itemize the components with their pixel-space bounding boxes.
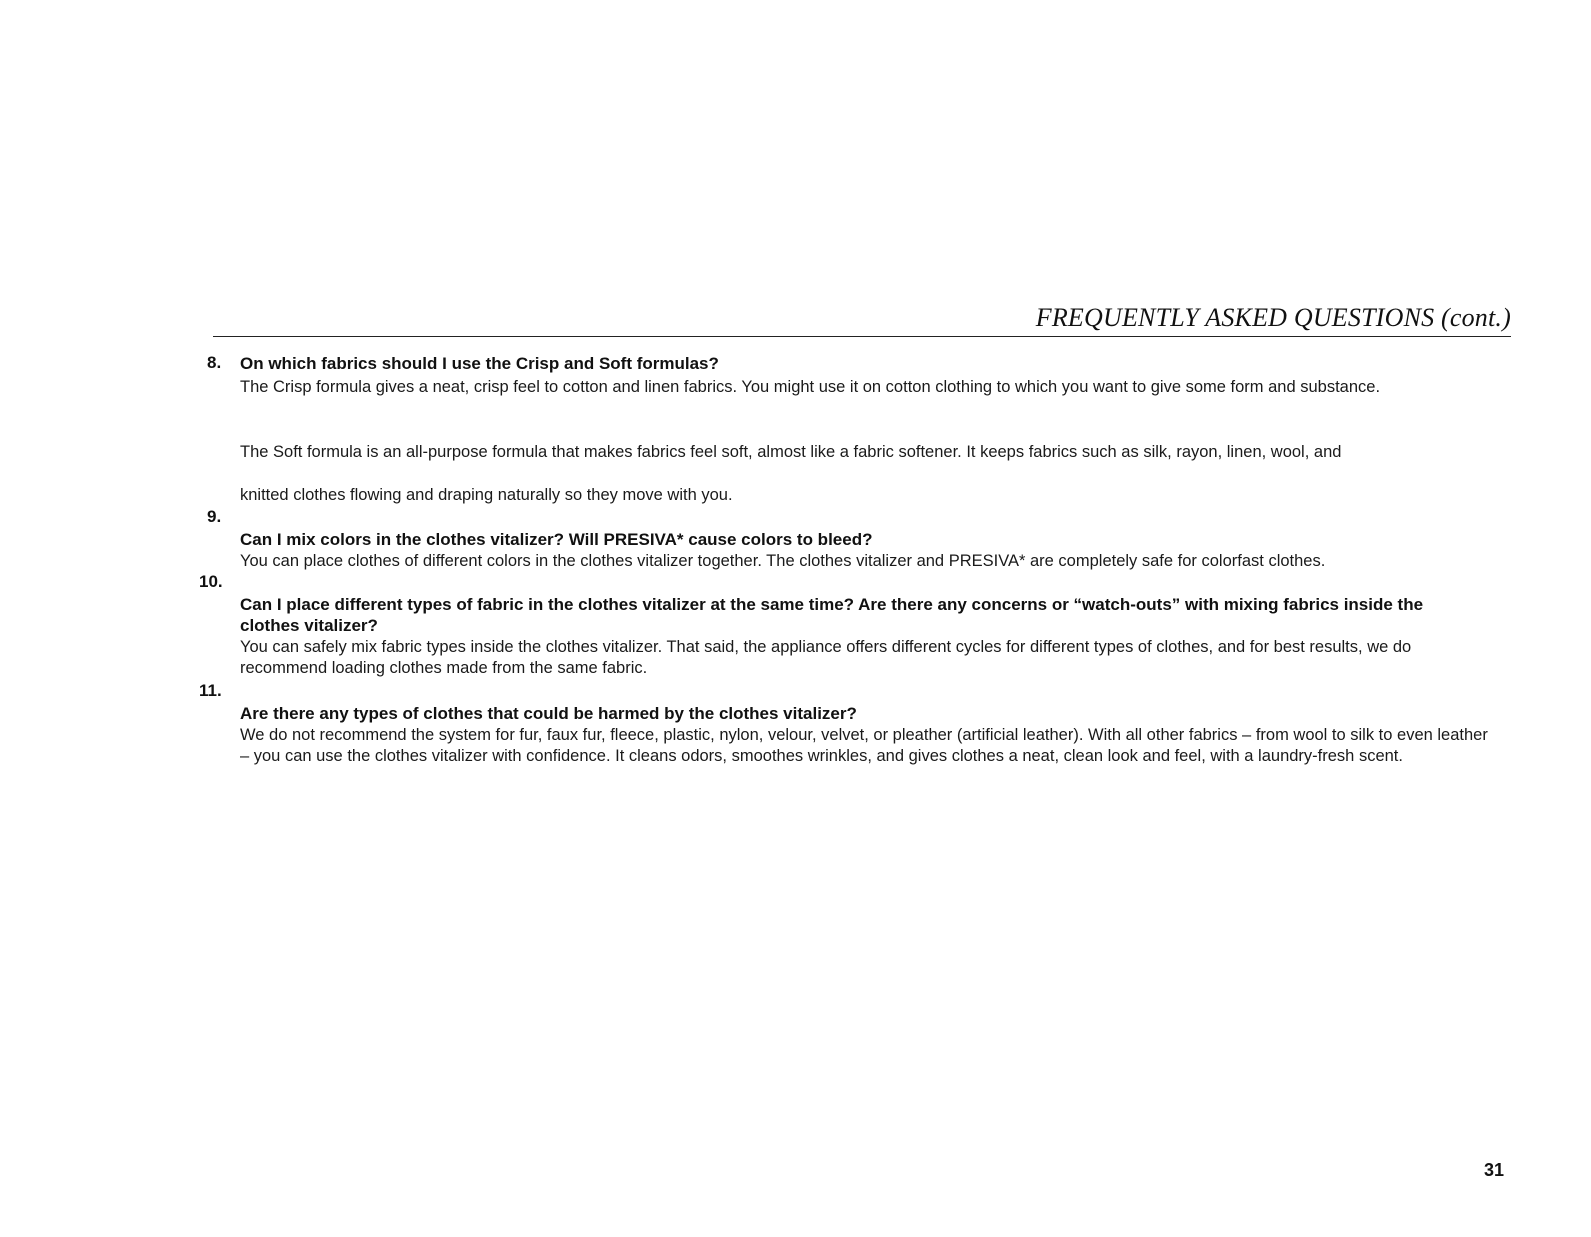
faq-number: 9. [207, 507, 222, 526]
faq-answer: The Soft formula is an all-purpose formula that makes fabrics feel soft, almost like a fabric softener. It keeps fabrics such as silk, rayon, linen, wool, and [240, 443, 1342, 461]
faq-question: Can I mix colors in the clothes vitalizer? Will PRESIVA* cause colors to bleed? [240, 530, 873, 549]
faq-question: On which fabrics should I use the Crisp and Soft formulas? [240, 354, 719, 373]
page-title: FREQUENTLY ASKED QUESTIONS (cont.) [1035, 303, 1511, 332]
faq-answer: We do not recommend the system for fur, faux fur, fleece, plastic, nylon, velour, velvet, or pleather (artificial leather). With all other fabrics – from wool to silk to even leather – you can use the clothes vitalizer with confidence. It cleans odors, smoothes wrinkles, and gives clothes a neat, clean look and feel, with a laundry-fresh scent. [240, 726, 1488, 765]
faq-question: Are there any types of clothes that could be harmed by the clothes vitalizer? [240, 704, 857, 723]
faq-answer: You can place clothes of different colors in the clothes vitalizer together. The clothes vitalizer and PRESIVA* are completely safe for colorfast clothes. [240, 552, 1326, 570]
faq-number: 10. [199, 572, 223, 591]
faq-number: 8. [207, 353, 222, 372]
faq-question: Can I place different types of fabric in the clothes vitalizer at the same time? Are there any concerns or “watch-outs” with mixing fabrics inside the clothes vitalizer? [240, 595, 1424, 635]
faq-answer: knitted clothes flowing and draping naturally so they move with you. [240, 486, 733, 504]
header-divider [213, 336, 1511, 337]
faq-answer: You can safely mix fabric types inside the clothes vitalizer. That said, the appliance offers different cycles for different types of clothes, and for best results, we do recommend loading clothes made from the same fabric. [240, 638, 1412, 677]
page-number: 31 [1483, 1160, 1504, 1180]
faq-number: 11. [199, 681, 222, 700]
faq-answer: The Crisp formula gives a neat, crisp feel to cotton and linen fabrics. You might use it on cotton clothing to which you want to give some form and substance. [240, 378, 1381, 396]
